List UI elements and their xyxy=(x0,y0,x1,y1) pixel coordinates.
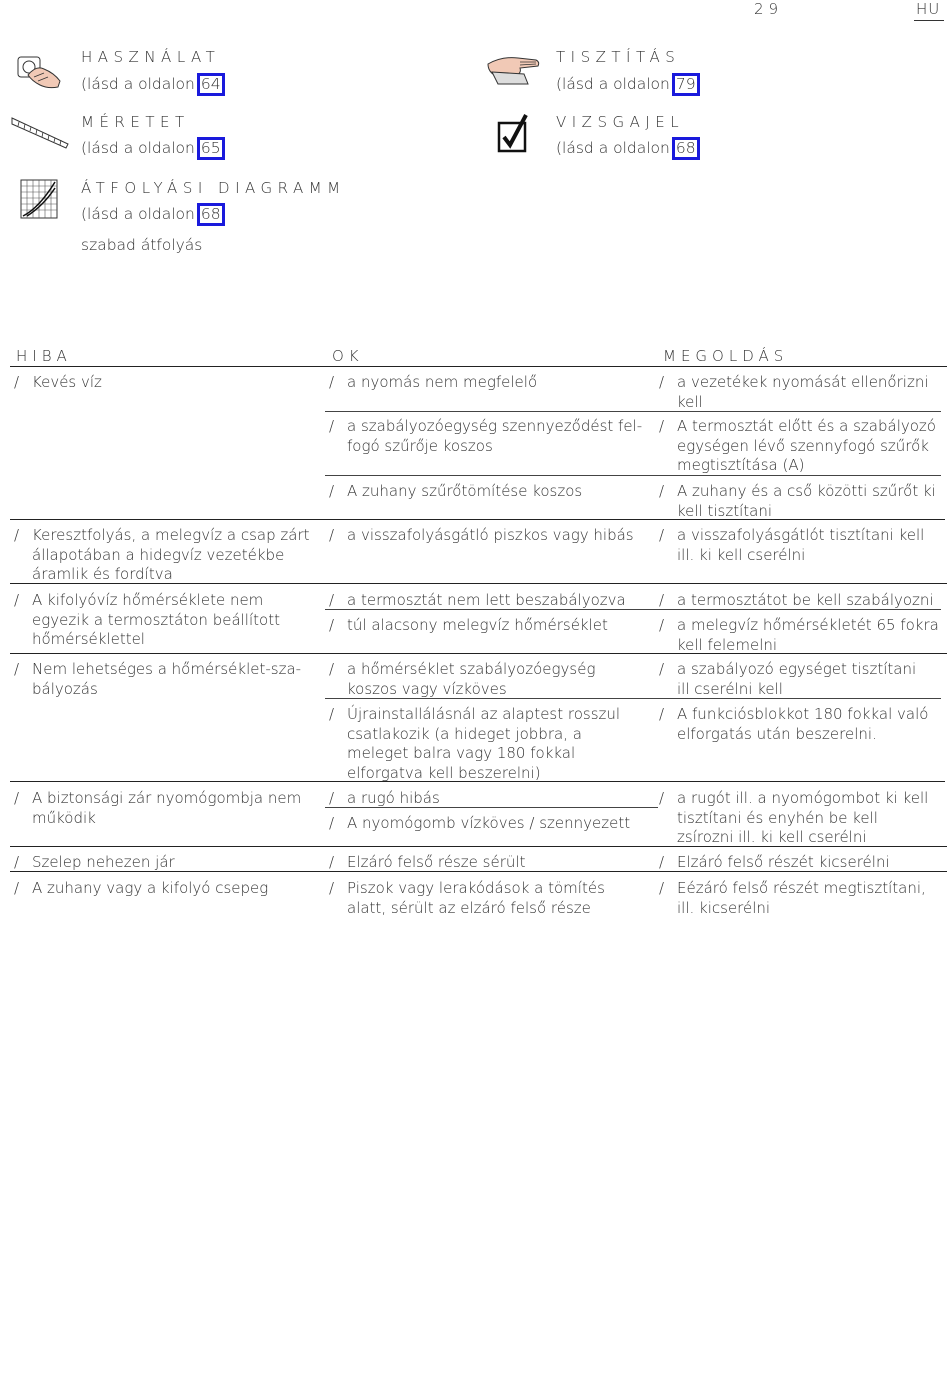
page-number: 29 xyxy=(754,0,784,18)
free-flow-label: szabad átfolyás xyxy=(81,236,203,254)
language-code: HU xyxy=(916,0,941,18)
ref-test-mark-title: VIZSGAJEL xyxy=(556,113,685,131)
ref-test-mark-sub: (lásd a oldalon 68 xyxy=(556,137,700,160)
language-underline xyxy=(914,20,944,21)
flow-diagram-icon xyxy=(19,178,59,224)
hand-wipe-icon xyxy=(484,44,544,92)
ref-dimensions-page-link[interactable]: 65 xyxy=(197,137,225,160)
ref-flow-diagram-page-link[interactable]: 68 xyxy=(197,203,225,226)
ref-cleaning-sub: (lásd a oldalon 79 xyxy=(556,73,700,96)
ref-flow-diagram-sub: (lásd a oldalon 68 xyxy=(81,203,225,226)
hand-tap-icon xyxy=(14,47,66,95)
ref-usage-title: HASZNÁLAT xyxy=(81,48,221,66)
ref-flow-diagram-title: ÁTFOLYÁSI DIAGRAMM xyxy=(81,179,346,197)
ref-cleaning-title: TISZTÍTÁS xyxy=(556,48,681,66)
ref-usage-sub: (lásd a oldalon 64 xyxy=(81,73,225,96)
ref-test-mark-page-link[interactable]: 68 xyxy=(672,137,700,160)
header-rule xyxy=(10,366,947,367)
header-fault: HIBA xyxy=(16,347,72,365)
ref-dimensions-sub: (lásd a oldalon 65 xyxy=(81,137,225,160)
ref-usage-page-link[interactable]: 64 xyxy=(197,73,225,96)
ref-cleaning-page-link[interactable]: 79 xyxy=(672,73,700,96)
header-solution: MEGOLDÁS xyxy=(663,347,789,365)
ruler-icon xyxy=(10,112,70,156)
ref-dimensions-title: MÉRETET xyxy=(81,113,190,131)
header-cause: OK xyxy=(332,347,364,365)
checkbox-icon xyxy=(496,113,530,157)
